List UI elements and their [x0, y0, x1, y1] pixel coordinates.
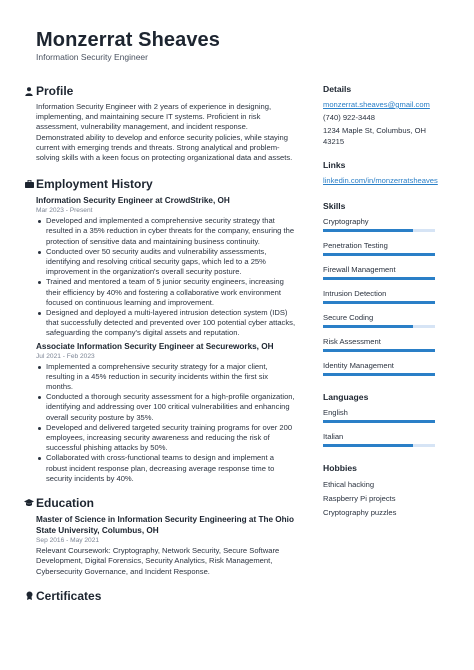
- candidate-name: Monzerrat Sheaves: [36, 29, 220, 51]
- skill-item: [323, 240, 437, 256]
- skill-item: [323, 216, 437, 232]
- skill-level-bar: [323, 277, 435, 280]
- language-name: Italian: [323, 432, 344, 441]
- certificates-title: Certificates: [36, 588, 102, 603]
- job-entry: [24, 195, 296, 338]
- person-icon: [24, 86, 34, 96]
- skill-level-fill: [323, 373, 435, 376]
- employment-section: [24, 177, 296, 484]
- phone-text: (740) 922-3448: [323, 113, 375, 122]
- job-dates: Jul 2021 - Feb 2023: [36, 352, 95, 360]
- job-bullets: [36, 362, 296, 484]
- job-dates: Mar 2023 - Present: [36, 207, 93, 215]
- briefcase-icon: [24, 179, 34, 189]
- job-bullet: Trained and mentored a team of 5 junior security engineers, increasing their efficiency by 40% and fostering a collaborative work environment focused on continuous learning and improvement.: [36, 277, 296, 308]
- hobbies-heading: Hobbies: [323, 463, 357, 473]
- skill-level-bar: [323, 349, 435, 352]
- job-bullet: Designed and deployed a multi-layered intrusion detection system (IDS) that successfully detected and prevented over 100 potential cyber attacks, safeguarding the company's digital assets and reputation.: [36, 308, 296, 339]
- education-title: Education: [36, 496, 95, 511]
- job-entry: [24, 341, 296, 484]
- linkedin-link[interactable]: linkedin.com/in/monzerratsheaves: [323, 176, 438, 185]
- skills-section: [323, 201, 437, 376]
- job-bullet: Implemented a comprehensive security strategy for a major client, resulting in a 45% reduction in security incidents within the first six months.: [36, 362, 296, 393]
- main-column: [24, 84, 296, 603]
- skill-name: Firewall Management: [323, 265, 396, 274]
- skill-name: Intrusion Detection: [323, 289, 387, 298]
- skill-level-bar: [323, 373, 435, 376]
- skills-heading: Skills: [323, 201, 346, 211]
- education-heading: [24, 496, 296, 510]
- job-bullet: Conducted a thorough security assessment for a high-profile organization, identifying and addressing over 100 critical vulnerabilities and enhancing overall security posture by 35%.: [36, 392, 296, 423]
- language-level-bar: [323, 444, 435, 447]
- job-bullet: Collaborated with cross-functional teams to design and implement a robust incident response plan, decreasing average response time to security incidents by 40%.: [36, 453, 296, 484]
- job-bullet: Conducted over 50 security audits and vulnerability assessments, identifying and resolving critical security gaps, which led to a 25% improvement in the organization's overall security posture.: [36, 247, 296, 278]
- skill-level-fill: [323, 349, 435, 352]
- profile-section: [24, 84, 296, 163]
- job-bullet: Developed and delivered targeted security training programs for over 200 employees, increasing security awareness and reducing the risk of successful phishing attacks by 50%.: [36, 423, 296, 454]
- certificates-heading: [24, 589, 296, 603]
- hobby-item: Ethical hacking: [323, 480, 375, 489]
- job-bullet: Developed and implemented a comprehensive security strategy that resulted in a 35% reduction in cyber threats for the company, ensuring the protection of sensitive data and maintaining business continuity.: [36, 216, 296, 247]
- coursework-text: Relevant Coursework: Cryptography, Network Security, Secure Software Development, Digital Forensics, Security Analytics, Risk Management, Cybersecurity Governance, and Incident Response.: [36, 546, 280, 576]
- job-bullets: [36, 216, 296, 338]
- resume-header: [36, 28, 220, 63]
- skill-name: Risk Assessment: [323, 337, 381, 346]
- profile-heading: [24, 84, 296, 98]
- skill-name: Secure Coding: [323, 313, 374, 322]
- languages-list: [323, 407, 437, 447]
- side-column: [323, 84, 437, 520]
- certificate-icon: [24, 591, 34, 601]
- skill-item: [323, 288, 437, 304]
- address-text: 1234 Maple St, Columbus, OH 43215: [323, 126, 426, 146]
- certificates-section: [24, 589, 296, 603]
- links-section: [323, 160, 437, 186]
- skill-item: [323, 264, 437, 280]
- employment-heading: [24, 177, 296, 191]
- hobby-item: Cryptography puzzles: [323, 508, 397, 517]
- skill-name: Penetration Testing: [323, 241, 388, 250]
- hobbies-section: [323, 463, 437, 520]
- details-section: [323, 84, 437, 147]
- language-name: English: [323, 408, 348, 417]
- skill-level-fill: [323, 229, 413, 232]
- skill-name: Cryptography: [323, 217, 369, 226]
- details-heading: Details: [323, 84, 352, 94]
- employment-title: Employment History: [36, 177, 153, 192]
- skill-level-fill: [323, 301, 435, 304]
- skills-list: [323, 216, 437, 376]
- language-level-fill: [323, 420, 435, 423]
- profile-text: Information Security Engineer with 2 years of experience in designing, implementing, and maintaining secure IT systems. Proficient in risk assessment, vulnerability management, and incident response. Demonstrated ability to develop and enforce security policies, while staying current with emerging trends and threats. Strong analytical and problem-solving skills with a keen focus on protecting organizational data and assets.: [36, 102, 293, 163]
- skill-item: [323, 336, 437, 352]
- language-item: [323, 407, 437, 423]
- email-link[interactable]: monzerrat.sheaves@gmail.com: [323, 100, 430, 109]
- profile-title: Profile: [36, 84, 74, 98]
- skill-item: [323, 312, 437, 328]
- language-item: [323, 431, 437, 447]
- hobby-item: Raspberry Pi projects: [323, 494, 396, 503]
- candidate-title: Information Security Engineer: [36, 52, 148, 62]
- skill-item: [323, 360, 437, 376]
- languages-heading: Languages: [323, 392, 369, 402]
- skill-level-bar: [323, 229, 435, 232]
- skill-level-bar: [323, 301, 435, 304]
- job-title: Associate Information Security Engineer at Secureworks, OH: [36, 341, 274, 351]
- job-title: Information Security Engineer at CrowdStrike, OH: [36, 196, 230, 206]
- hobbies-list: [323, 478, 437, 520]
- education-entry: [24, 514, 296, 577]
- skill-level-bar: [323, 253, 435, 256]
- skill-level-fill: [323, 277, 435, 280]
- degree-title: Master of Science in Information Security Engineering at The Ohio State University, Columbus, OH: [36, 515, 294, 536]
- links-heading: Links: [323, 160, 346, 170]
- skill-name: Identity Management: [323, 361, 394, 370]
- education-dates: Sep 2016 - May 2021: [36, 537, 100, 545]
- languages-section: [323, 392, 437, 447]
- skill-level-bar: [323, 325, 435, 328]
- graduation-cap-icon: [24, 498, 34, 508]
- language-level-bar: [323, 420, 435, 423]
- skill-level-fill: [323, 253, 435, 256]
- education-section: [24, 496, 296, 577]
- skill-level-fill: [323, 325, 413, 328]
- language-level-fill: [323, 444, 413, 447]
